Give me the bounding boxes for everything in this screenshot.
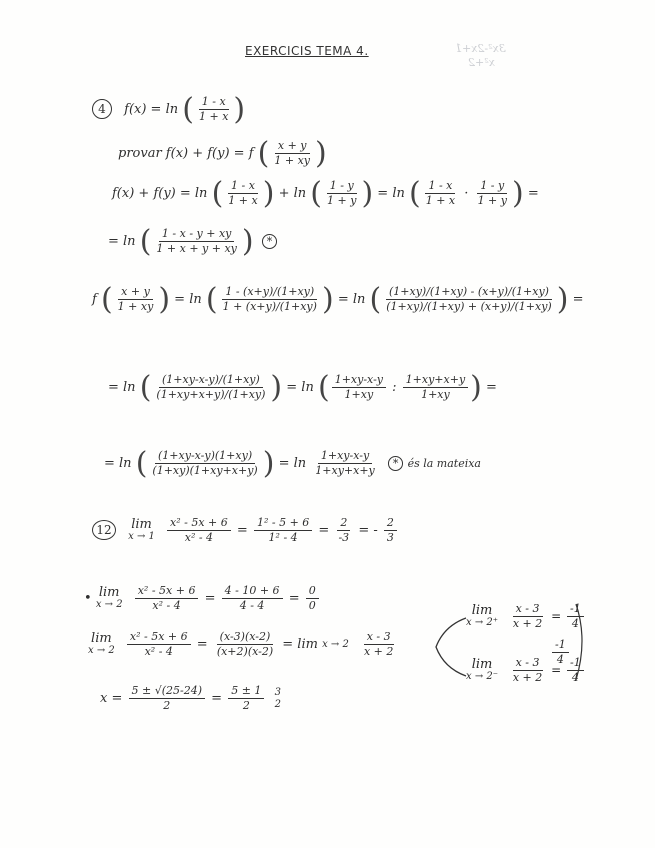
star-mark: * [388, 456, 404, 471]
branch-bracket [432, 612, 468, 682]
bleed-through-text: 3x²-2x+1 [455, 42, 506, 55]
ex4-step-5: = ln ( $\frac{(1+xy-x-y)(1+xy)}{(1+xy)(1+xy+x+y)}$ ) = ln $\frac{1+xy-x-y}{1+xy+x+y}$ * és la mateixa [104, 446, 481, 481]
page-title: EXERCICIS TEMA 4. [245, 44, 369, 58]
ex4-step-2: = ln ( $\frac{1 - x - y + xy}{1 + x + y + xy}$ ) * [108, 224, 277, 259]
ex12-limit-3: lim x → 2 $\frac{\text{x² - 5x + 6}}{\text{x² - 4}}$ = $\frac{(x-3)(x-2)}{(x+2)(x-2)}$ = lim x → 2 $\frac{x - 3}{x + 2}$ [88, 630, 394, 658]
conclusion-note: és la mateixa [407, 457, 481, 470]
exercise-number-badge: 4 [92, 99, 112, 119]
ex4-prove-statement: provar f(x) + f(y) = f ( $\frac{x + y}{1 + xy}$ ) [118, 136, 327, 171]
ex4-step-1: f(x) + f(y) = ln ( $\frac{1 - x}{1 + x}$ ) + ln ( $\frac{1 - y}{1 + y}$ ) = ln ( $\frac{1 - x}{1 + x}$ · $\frac{1 - y}{1 + y}$ ) = [112, 176, 539, 211]
ex12-limit-1: 12 lim x → 1 $\frac{\text{x² - 5x + 6}}{\text{x² - 4}}$ = $\frac{\text{1² - 5 + 6}}{\text{1² - 4}}$ = $\frac{2}{-3}$ = - $\frac{2}{3}$ [92, 516, 399, 545]
ex12-quadratic: x = $\frac{5 \pm √(25-24)}{2}$ = $\frac{5 \pm 1}{2}$ 3 2 [100, 684, 281, 712]
ex4-step-3: f ( $\frac{x + y}{1 + xy}$ ) = ln ( $\frac{1 - (x+y)/(1+xy)}{1 + (x+y)/(1+xy)}$ ) = ln ( $\frac{(1+xy)/(1+xy) - (x+y)/(1+xy)}{(1+xy)/(1+xy) + (x+y)/(1+xy)}$ ) = [92, 282, 584, 317]
bleed-through-text: x²+2 [468, 56, 495, 69]
left-side-limit: lim x → 2⁻ $\frac{x - 3}{x + 2}$ = $\frac{-1}{4}$ [466, 656, 586, 685]
ex4-step-4: = ln ( $\frac{(1+xy-x-y)/(1+xy)}{(1+xy+x+y)/(1+xy)}$ ) = ln ( $\frac{1+xy-x-y}{1+xy}$ : $\frac{1+xy+x+y}{1+xy}$ ) = [108, 370, 497, 405]
star-mark: * [262, 234, 278, 249]
side-margin-fraction: $\frac{-1}{4}$ [550, 638, 571, 667]
exercise-number-badge: 12 [92, 520, 116, 540]
closing-bracket [574, 600, 594, 684]
right-side-limit: lim x → 2⁺ $\frac{x - 3}{x + 2}$ = $\frac{-1}{4}$ [466, 602, 586, 631]
roots: 3 2 [274, 686, 281, 710]
ex4-definition: 4 f(x) = ln ( $\frac{1 - x}{1 + x}$ ) [92, 92, 245, 127]
ex12-limit-2: • lim x → 2 $\frac{\text{x² - 5x + 6}}{\text{x² - 4}}$ = $\frac{4 - 10 + 6}{4 - 4}$ = $\frac{0}{0}$ [84, 584, 321, 613]
